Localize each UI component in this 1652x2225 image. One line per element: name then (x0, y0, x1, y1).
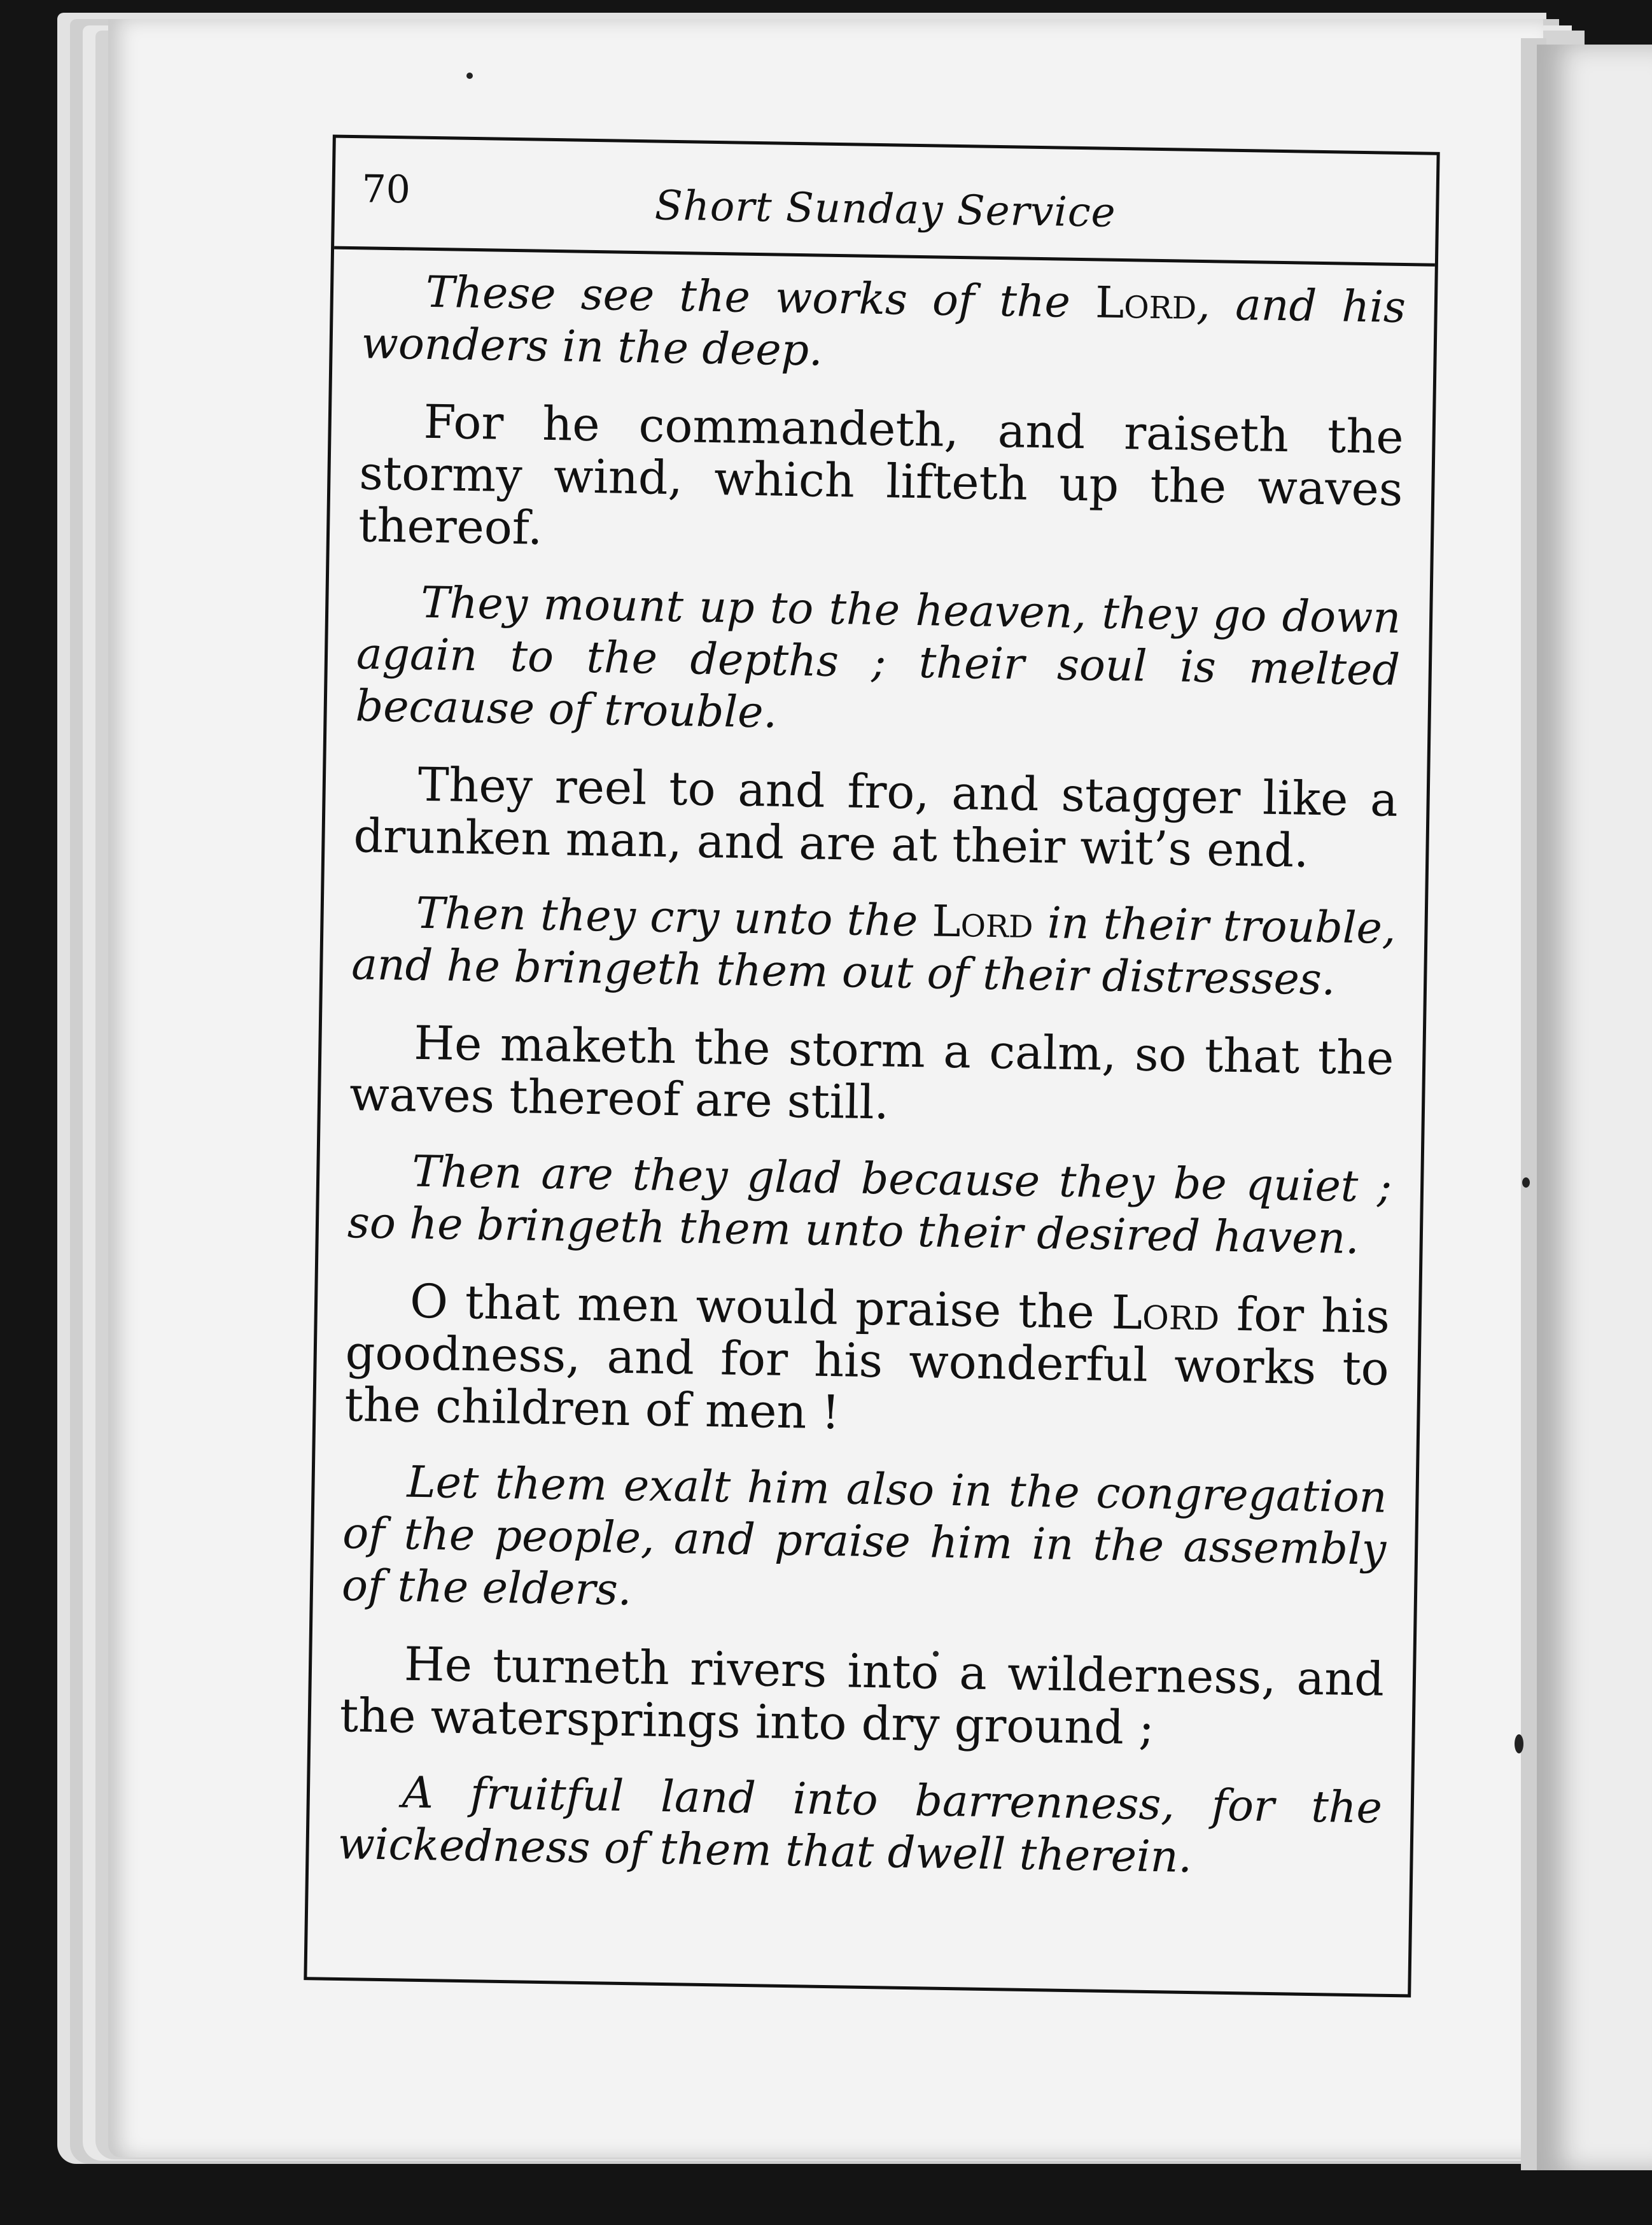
text-frame (304, 135, 1439, 1998)
psalm-verses (337, 265, 1406, 1912)
facing-page (1537, 45, 1652, 2170)
verse-2: For he commandeth, and raiseth the stormy wind, which lifteth up the waves thereof. (358, 395, 1404, 556)
lord-small-caps: Lord (931, 896, 1034, 948)
verse-8: O that men would praise the Lord for his goodness, and for his wonderful works to the children of men ! (344, 1274, 1390, 1440)
verse-5: Then they cry unto the Lord in their trouble, and he bringeth them out of their distresses. (351, 888, 1397, 1006)
verse-9: Let them exalt him also in the congregation of the people, and praise him in the assembly of the elders. (341, 1457, 1388, 1616)
verse-3: They mount up to the heaven, they go down again to the depths ; their soul is melted because of trouble. (355, 577, 1401, 738)
verse-7: Then are they glad because they be quiet ; so he bringeth them unto their desired haven. (347, 1146, 1392, 1265)
lord-small-caps: Lord (1095, 277, 1197, 330)
verse-10: He turneth rivers into a wilderness, and the watersprings into dry ground ; (339, 1637, 1385, 1756)
verse-6: He maketh the storm a calm, so that the waves thereof are still. (349, 1016, 1394, 1130)
verse-4: They reel to and fro, and stagger like a drunken man, and are at their wit’s end. (353, 757, 1399, 878)
verse-1: These see the works of the Lord, and his wonders in the deep. (361, 267, 1406, 376)
running-header (334, 138, 1437, 267)
ink-speck (466, 73, 473, 79)
running-title: Short Sunday Service (654, 182, 1117, 237)
lord-small-caps: Lord (1111, 1285, 1220, 1342)
ink-speck (1515, 1734, 1523, 1753)
ink-speck (1522, 1177, 1530, 1188)
page-number: 70 (361, 167, 411, 213)
verse-11: A fruitful land into barrenness, for the wickedness of them that dwell therein. (337, 1767, 1383, 1883)
